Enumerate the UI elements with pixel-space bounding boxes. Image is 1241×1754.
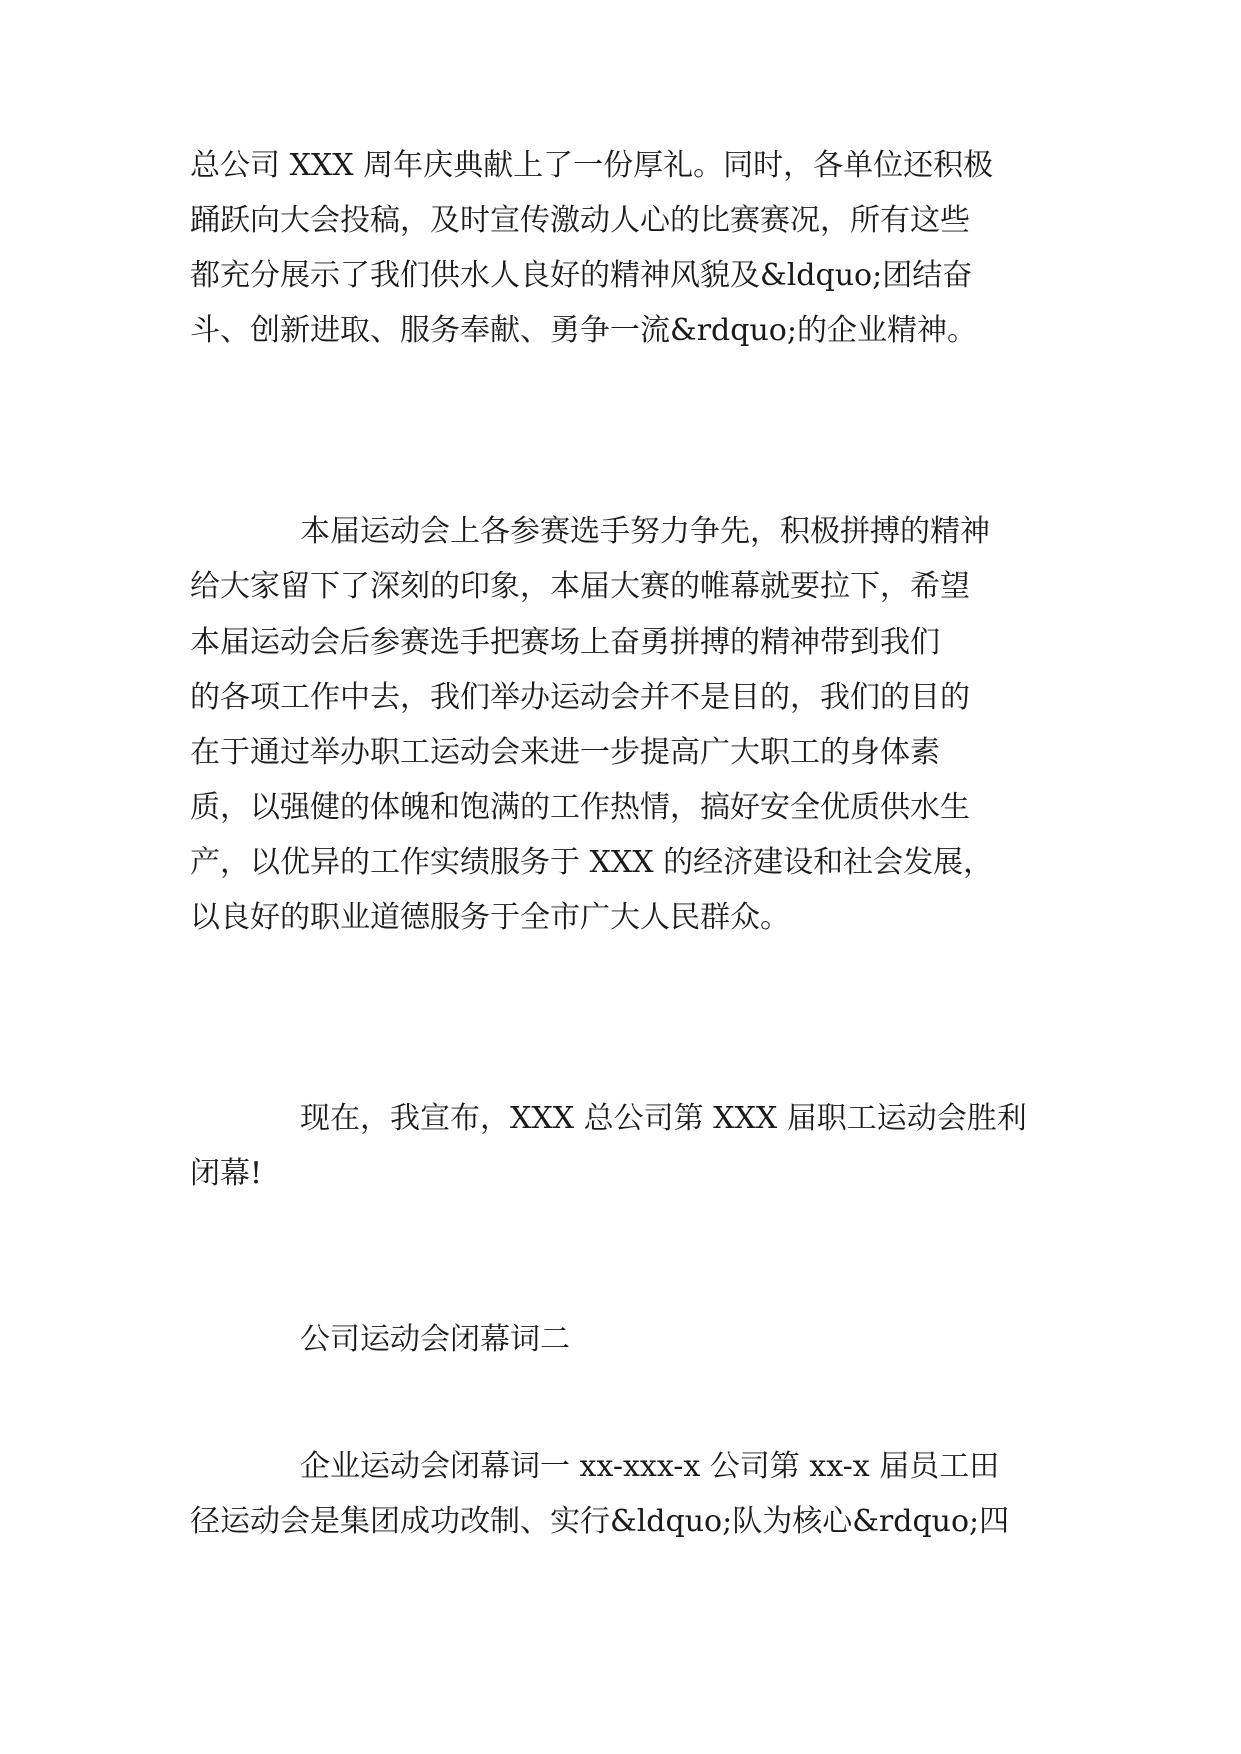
paragraph-1-line-1: 总公司 XXX 周年庆典献上了一份厚礼。同时，各单位还积极: [190, 148, 994, 183]
paragraph-2-line-8: 以良好的职业道德服务于全市广大人民群众。: [190, 900, 790, 935]
paragraph-2-line-7: 产，以优异的工作实绩服务于 XXX 的经济建设和社会发展，: [190, 845, 994, 880]
paragraph-3-line-1: 现在，我宣布，XXX 总公司第 XXX 届职工运动会胜利: [300, 1101, 1027, 1136]
paragraph-3-line-2: 闭幕!: [190, 1156, 263, 1191]
paragraph-2-line-4: 的各项工作中去，我们举办运动会并不是目的，我们的目的: [190, 680, 970, 715]
paragraph-4-line-1: 企业运动会闭幕词一 xx-xxx-x 公司第 xx-x 届员工田: [300, 1449, 1000, 1484]
paragraph-2-line-1: 本届运动会上各参赛选手努力争先，积极拼搏的精神: [300, 514, 990, 549]
paragraph-2-line-3: 本届运动会后参赛选手把赛场上奋勇拼搏的精神带到我们: [190, 625, 940, 660]
paragraph-1-line-4: 斗、创新进取、服务奉献、勇争一流&rdquo;的企业精神。: [190, 313, 977, 348]
paragraph-1-line-2: 踊跃向大会投稿，及时宣传激动人心的比赛赛况，所有这些: [190, 203, 970, 238]
paragraph-1-line-3: 都充分展示了我们供水人良好的精神风貌及&ldquo;团结奋: [190, 258, 973, 293]
paragraph-2-line-5: 在于通过举办职工运动会来进一步提高广大职工的身体素: [190, 735, 940, 770]
paragraph-4-line-2: 径运动会是集团成功改制、实行&ldquo;队为核心&rdquo;四: [190, 1504, 1010, 1539]
section-heading: 公司运动会闭幕词二: [300, 1322, 570, 1357]
paragraph-2-line-2: 给大家留下了深刻的印象，本届大赛的帷幕就要拉下，希望: [190, 569, 970, 604]
paragraph-2-line-6: 质，以强健的体魄和饱满的工作热情，搞好安全优质供水生: [190, 790, 970, 825]
